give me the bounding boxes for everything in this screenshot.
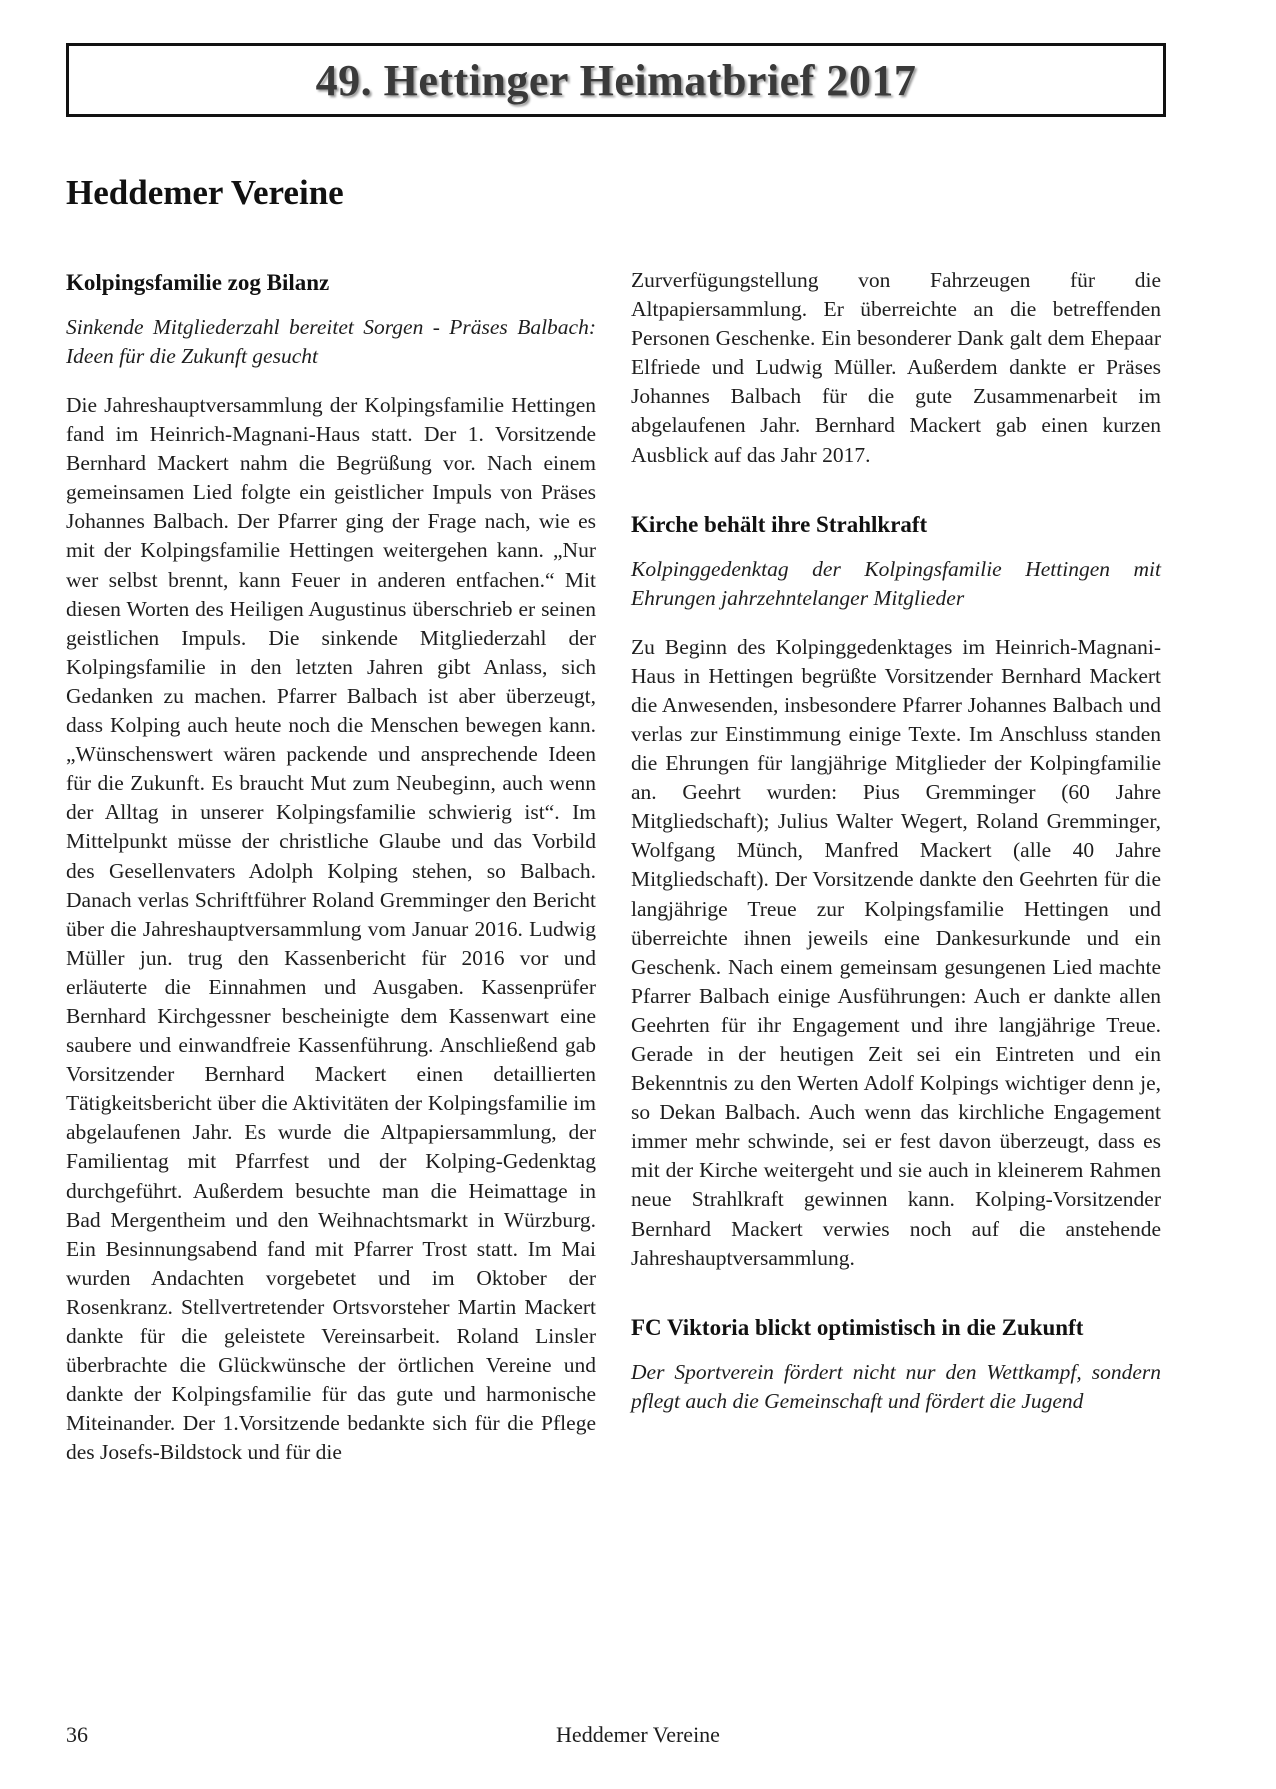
article2-subtitle: Kolpinggedenktag der Kolpingsfamilie Hettingen mit Ehrungen jahrzehntelanger Mitglieder [631,556,1161,610]
article1-title: Kolpingsfamilie zog Bilanz [66,270,330,295]
article3-title: FC Viktoria blickt optimistisch in die Zukunft [631,1314,1084,1340]
left-column [66,268,596,1467]
header-box [66,43,1166,117]
article2 [631,510,1161,1273]
page-number: 36 [66,1722,88,1747]
page-title: 49. Hettinger Heimatbrief 2017 [315,55,917,105]
section-title: Heddemer Vereine [66,173,344,212]
article1-body-left: Die Jahreshauptversammlung der Kolpingsfamilie Hettingen fand im Heinrich-Magnani-Haus statt. Der 1. Vorsitzende Bernhard Mackert nahm die Begrüßung vor. Nach einem gemeinsamen Lied folgte ein geistlicher Impuls von Präses Johannes Balbach. Der Pfarrer ging der Frage nach, wie es mit der Kolpingsfamilie Hettingen weitergehen kann. „Nur wer selbst brennt, kann Feuer in anderen entfachen.“ Mit diesen Worten des Heiligen Augustinus überschrieb er seinen geistlichen Impuls. Die sinkende Mitgliederzahl der Kolpingsfamilie in den letzten Jahren gibt Anlass, sich Gedanken zu machen. Pfarrer Balbach ist aber überzeugt, dass Kolping auch heute noch die Menschen bewegen kann. „Wünschenswert wären packende und ansprechende Ideen für die Zukunft. Es braucht Mut zum Neubeginn, auch wenn der Alltag in unserer Kolpingsfamilie schwierig ist“. Im Mittelpunkt müsse der christliche Glaube und das Vorbild des Gesellenvaters Adolph Kolping stehen, so Balbach. Danach verlas Schriftführer Roland Gremminger den Bericht über die Jahreshauptversammlung vom Januar 2016. Ludwig Müller jun. trug den Kassenbericht für 2016 vor und erläuterte die Einnahmen und Ausgaben. Kassenprüfer Bernhard Kirchgessner bescheinigte dem Kassenwart eine saubere und einwandfreie Kassenführung. Anschließend gab Vorsitzender Bernhard Mackert einen detaillierten Tätigkeitsbericht über die Aktivitäten der Kolpingsfamilie im abgelaufenen Jahr. Es wurde die Altpapiersammlung, der Familientag mit Pfarrfest und der Kolping-Gedenktag durchgeführt. Außerdem besuchte man die Heimattage in Bad Mergentheim und den Weihnachtsmarkt in Würzburg. Ein Besinnungsabend fand mit Pfarrer Trost statt. Im Mai wurden Andachten vorgebetet und im Oktober der Rosenkranz. Stellvertretender Ortsvorsteher Martin Mackert dankte für die geleistete Vereinsarbeit. Roland Linsler überbrachte die Glückwünsche der örtlichen Vereine und dankte der Kolpingsfamilie für das gute und harmonische Miteinander. Der 1.Vorsitzende bedankte sich für die Pflege des Josefs-Bildstock und für die [66,393,596,1465]
article1-subtitle: Sinkende Mitgliederzahl bereitet Sorgen - Präses Balbach: Ideen für die Zukunft gesucht [66,315,596,368]
article1-body-right: Zurverfügungstellung von Fahrzeugen für die Altpapiersammlung. Er überreichte an die betreffenden Personen Geschenke. Ein besonderer Dank galt dem Ehepaar Elfriede und Ludwig Müller. Außerdem dankte er Präses Johannes Balbach für die gute Zusammenarbeit im abgelaufenen Jahr. Bernhard Mackert gab einen kurzen Ausblick auf das Jahr 2017. [631,268,1161,467]
running-title: Heddemer Vereine [556,1722,720,1747]
article2-title: Kirche behält ihre Strahlkraft [631,511,928,537]
article3 [631,1313,1161,1416]
article2-body: Zu Beginn des Kolpinggedenktages im Heinrich-Magnani-Haus in Hettingen begrüßte Vorsitzender Bernhard Mackert die Anwesenden, insbesondere Pfarrer Johannes Balbach und verlas zur Einstimmung einige Texte. Im Anschluss standen die Ehrungen für langjährige Mitglieder der Kolpingfamilie an. Geehrt wurden: Pius Gremminger (60 Jahre Mitgliedschaft); Julius Walter Wegert, Roland Gremminger, Wolfgang Münch, Manfred Mackert (alle 40 Jahre Mitgliedschaft). Der Vorsitzende dankte den Geehrten für die langjährige Treue zur Kolpingsfamilie Hettingen und überreichte ihnen jeweils eine Dankesurkunde und ein Geschenk. Nach einem gemeinsam gesungenen Lied machte Pfarrer Balbach einige Ausführungen: Auch er dankte allen Geehrten für ihr Engagement und ihre langjährige Treue. Gerade in der heutigen Zeit sei ein Eintreten und ein Bekenntnis zu den Werten Adolf Kolpings wichtiger denn je, so Dekan Balbach. Auch wenn das kirchliche Engagement immer mehr schwinde, sei er fest davon überzeugt, dass es mit der Kirche weitergeht und sie auch in kleinerem Rahmen neue Strahlkraft gewinnen kann. Kolping-Vorsitzender Bernhard Mackert verwies noch auf die anstehende Jahreshauptversammlung. [631,634,1161,1270]
article3-subtitle: Der Sportverein fördert nicht nur den Wettkampf, sondern pflegt auch die Gemeinschaft und fördert die Jugend [631,1359,1161,1413]
right-column [631,266,1161,1436]
